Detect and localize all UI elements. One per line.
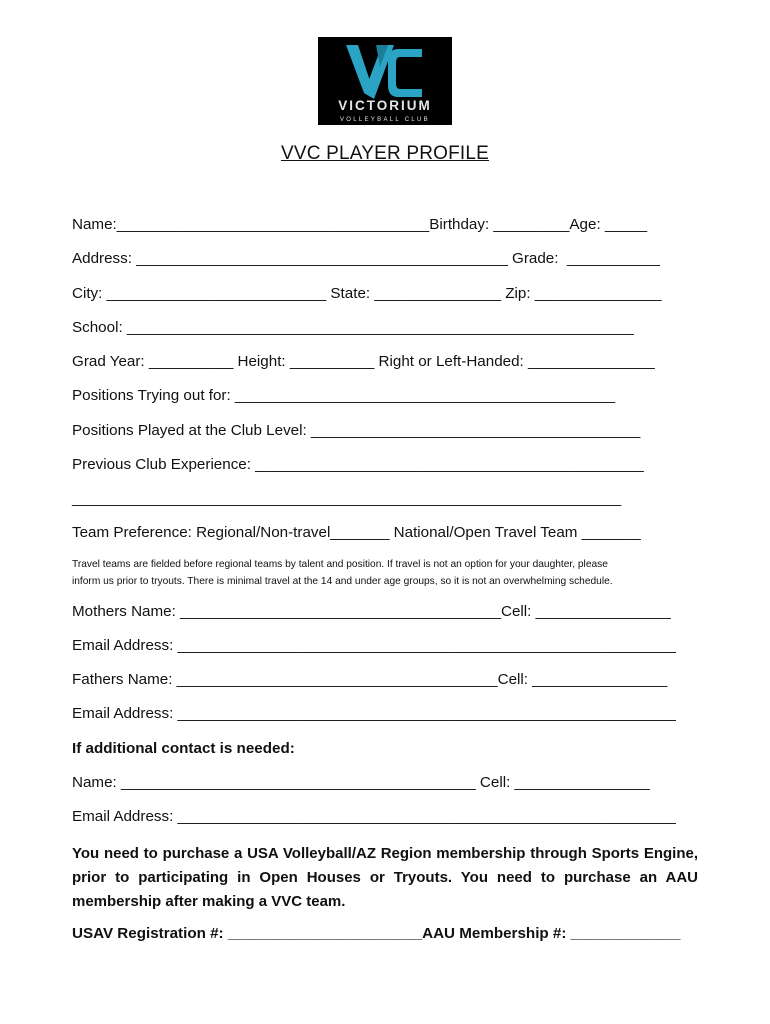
- previous-club-line[interactable]: Previous Club Experience: ______________________________________________: [72, 456, 644, 473]
- mothers-email-line[interactable]: Email Address: ___________________________________________________________: [72, 637, 676, 654]
- membership-line-1: You need to purchase a USA Volleyball/AZ Region membership through Sports Engine,: [72, 845, 698, 862]
- team-preference-line[interactable]: Team Preference: Regional/Non-travel_______ National/Open Travel Team _______: [72, 524, 641, 541]
- usav-aau-registration-line[interactable]: USAV Registration #: _______________________AAU Membership #: _____________: [72, 925, 681, 942]
- membership-line-3: membership after making a VVC team.: [72, 893, 346, 910]
- city-state-zip-line[interactable]: City: __________________________ State: _______________ Zip: _______________: [72, 285, 662, 302]
- name-birthday-age-line[interactable]: Name:_____________________________________Birthday: _________Age: _____: [72, 216, 648, 233]
- club-logo: [318, 37, 452, 125]
- address-grade-line[interactable]: Address: ____________________________________________ Grade: ___________: [72, 250, 660, 267]
- fathers-name-cell-line[interactable]: Fathers Name: ______________________________________Cell: ________________: [72, 671, 668, 688]
- travel-note-line-2: inform us prior to tryouts. There is minimal travel at the 14 and under age groups, so it is not an overwhelming schedule.: [72, 576, 613, 587]
- membership-line-2: prior to participating in Open Houses or Tryouts. You need to purchase an AAU: [72, 869, 698, 886]
- mothers-name-cell-line[interactable]: Mothers Name: ______________________________________Cell: ________________: [72, 603, 671, 620]
- logo-name: VICTORIUM: [338, 98, 432, 113]
- positions-club-line[interactable]: Positions Played at the Club Level: _______________________________________: [72, 422, 641, 439]
- travel-note-line-1: Travel teams are fielded before regional teams by talent and position. If travel is not an option for your daughter, please: [72, 559, 608, 570]
- grad-height-hand-line[interactable]: Grad Year: __________ Height: __________ Right or Left-Handed: _______________: [72, 353, 655, 370]
- membership-paragraph: [72, 842, 698, 914]
- previous-club-continuation-line[interactable]: _________________________________________________________________: [72, 490, 622, 507]
- additional-contact-heading: If additional contact is needed:: [72, 740, 295, 757]
- page-title: VVC PLAYER PROFILE: [280, 143, 490, 164]
- logo-subtitle: VOLLEYBALL CLUB: [340, 117, 430, 123]
- school-line[interactable]: School: ____________________________________________________________: [72, 319, 634, 336]
- additional-name-cell-line[interactable]: Name: __________________________________________ Cell: ________________: [72, 774, 650, 791]
- victorium-logo-mark: [318, 37, 452, 125]
- positions-trying-line[interactable]: Positions Trying out for: _____________________________________________: [72, 387, 616, 404]
- fathers-email-line[interactable]: Email Address: ___________________________________________________________: [72, 705, 676, 722]
- additional-email-line[interactable]: Email Address: ___________________________________________________________: [72, 808, 676, 825]
